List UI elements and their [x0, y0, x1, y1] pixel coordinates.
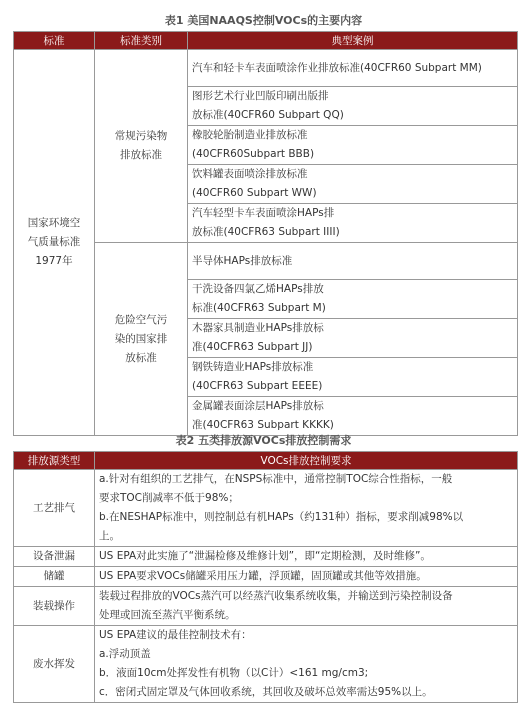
table2-requirement-cell: [95, 470, 518, 547]
requirement-text: c．密闭式固定罩及气体回收系统，其回收及破坏总效率需达95%以上。: [99, 686, 433, 698]
table1-row: [14, 50, 518, 87]
case-text: 准(40CFR63 Subpart JJ): [192, 341, 313, 353]
table1-header-standard: 标准: [14, 32, 95, 50]
table1-case-cell: [188, 204, 518, 243]
table1-category-cell: [95, 50, 188, 243]
requirement-text: 要求TOC削减率不低于98%；: [99, 492, 239, 504]
requirement-text: a.浮动顶盖: [99, 648, 151, 660]
case-text: 准(40CFR63 Subpart KKKK): [192, 419, 334, 431]
requirement-text: 上。: [99, 530, 120, 542]
case-text: (40CFR60 Subpart WW): [192, 187, 317, 199]
table2-requirement-cell: [95, 547, 518, 567]
requirement-text: US EPA要求VOCs储罐采用压力罐，浮顶罐，固顶罐或其他等效措施。: [99, 570, 427, 582]
case-text: 汽车轻型卡车表面喷涂HAPs排: [192, 207, 335, 219]
case-text: 橡胶轮胎制造业排放标准: [192, 129, 308, 141]
table2-source-cell: 工艺排气: [14, 470, 95, 547]
standard-text: 国家环境空: [27, 217, 81, 229]
table2-row: [14, 547, 518, 567]
category-text: 常规污染物: [114, 130, 168, 142]
table1-case-cell: [188, 319, 518, 358]
table2-caption: 表2 五类排放源VOCs排放控制需求: [175, 434, 352, 447]
requirement-text: 处理或回流至蒸汽平衡系统。: [99, 609, 236, 621]
category-text: 放标准: [125, 351, 157, 364]
case-text: 放标准(40CFR63 Subpart IIII): [192, 226, 340, 238]
table2-source-cell: 装载操作: [14, 587, 95, 626]
case-text: 钢铁铸造业HAPs排放标准: [192, 361, 314, 373]
table1-case-cell: [188, 126, 518, 165]
case-text: 半导体HAPs排放标准: [192, 254, 293, 267]
requirement-text: b．液面10cm处挥发性有机物（以C计）<161 mg/cm3;: [99, 667, 369, 679]
case-text: 放标准(40CFR60 Subpart QQ): [192, 109, 344, 121]
case-text: 金属罐表面涂层HAPs排放标: [192, 400, 324, 412]
table2-row: [14, 567, 518, 587]
table2-requirement-cell: [95, 567, 518, 587]
case-text: 标准(40CFR63 Subpart M): [192, 302, 326, 314]
table1-case-cell: [188, 243, 518, 280]
table1-header-category: 标准类别: [95, 32, 188, 50]
table1-case-cell: [188, 50, 518, 87]
case-text: (40CFR60Subpart BBB): [192, 148, 315, 160]
table2-header-row: [14, 452, 518, 470]
case-text: 饮料罐表面喷涂排放标准: [192, 168, 308, 180]
requirement-text: US EPA对此实施了“泄漏检修及维修计划”，即“定期检测，及时维修”。: [99, 550, 431, 562]
table2: [13, 451, 518, 703]
requirement-text: 装载过程排放的VOCs蒸汽可以经蒸汽收集系统收集，并输送到污染控制设备: [99, 590, 453, 602]
table1-case-cell: [188, 280, 518, 319]
case-text: 汽车和轻卡车表面喷涂作业排放标准(40CFR60 Subpart MM): [192, 61, 482, 74]
table2-row: [14, 470, 518, 547]
table1-standard-cell: [14, 50, 95, 436]
table1: [13, 31, 518, 436]
table1-case-cell: [188, 397, 518, 436]
category-text: 排放标准: [120, 149, 162, 161]
standard-text: 1977年: [35, 255, 73, 267]
table1-header-row: [14, 32, 518, 50]
case-text: 干洗设备四氯乙烯HAPs排放: [192, 283, 324, 295]
table1-header-cases: 典型案例: [188, 32, 518, 50]
table2-row: [14, 587, 518, 626]
category-text: 染的国家排: [114, 332, 168, 345]
table1-category-cell: [95, 243, 188, 436]
table2-source-cell: 设备泄漏: [14, 547, 95, 567]
table1-case-cell: [188, 165, 518, 204]
table1-caption: 表1 美国NAAQS控制VOCs的主要内容: [164, 14, 363, 27]
table2-requirement-cell: [95, 626, 518, 703]
category-text: 危险空气污: [114, 313, 168, 326]
case-text: 图形艺术行业凹版印刷出版排: [192, 90, 329, 102]
case-text: (40CFR63 Subpart EEEE): [192, 380, 323, 392]
table1-case-cell: [188, 87, 518, 126]
table2-row: [14, 626, 518, 703]
table2-header-requirements: VOCs排放控制要求: [95, 452, 518, 470]
case-text: 木器家具制造业HAPs排放标: [192, 322, 324, 334]
table2-header-source: 排放源类型: [14, 452, 95, 470]
requirement-text: b.在NESHAP标准中，则控制总有机HAPs（约131种）指标，要求削减98%以: [99, 511, 464, 523]
requirement-text: a.针对有组织的工艺排气，在NSPS标准中，通常控制TOC综合性指标，一般: [99, 473, 453, 485]
requirement-text: US EPA建议的最佳控制技术有：: [99, 629, 252, 641]
table2-source-cell: 储罐: [14, 567, 95, 587]
table1-case-cell: [188, 358, 518, 397]
standard-text: 气质量标准: [27, 236, 81, 248]
table2-requirement-cell: [95, 587, 518, 626]
table2-source-cell: 废水挥发: [14, 626, 95, 703]
